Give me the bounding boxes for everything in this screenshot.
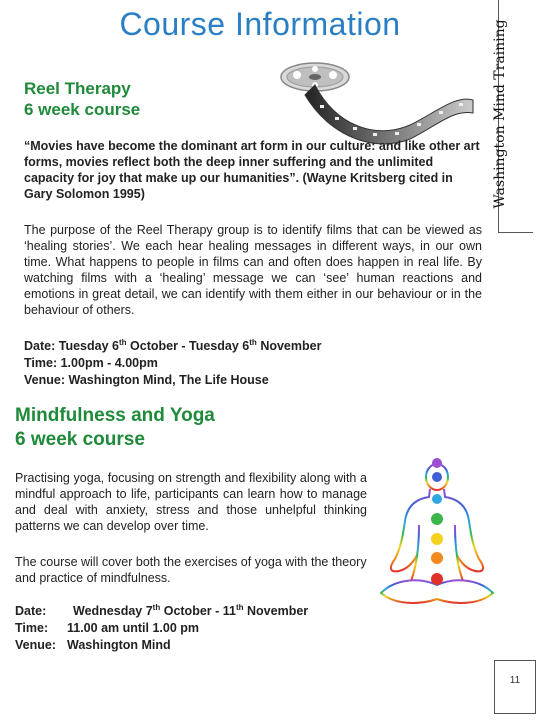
reel-title-line1: Reel Therapy [24,79,131,98]
yoga-venue-value: Washington Mind [67,638,171,652]
chakra-heart [431,513,443,525]
reel-venue-label: Venue: [24,373,65,387]
chakra-crown [432,458,442,468]
yoga-date-sup1: th [152,602,161,612]
reel-title-line2: 6 week course [24,100,141,119]
meditation-chakra-icon [375,455,505,615]
reel-date-part2: October - Tuesday 6 [130,339,250,353]
yoga-date-sup2: th [235,602,244,612]
yoga-date-part2: October - 11 [163,604,236,618]
chakra-throat [432,494,442,504]
reel-description: The purpose of the Reel Therapy group is to identify films that can be viewed as ‘healing stories’. We each hear healing messages in different ways, in our own time. What happens to people in films can and often does happen in real life. By watching films with a ‘healing’ message we can ‘see’ human reactions and emotions in great detail, we can identify with them either in our behaviour or in the behaviour of others. [24,223,482,317]
yoga-title-line1: Mindfulness and Yoga [15,405,215,426]
reel-schedule [24,338,321,389]
chakra-root [431,573,443,585]
chakra-dots [431,458,443,585]
yoga-time-label: Time: [15,621,49,635]
page-number: 11 [509,675,521,686]
yoga-description: Practising yoga, focusing on strength and flexibility along with a mindful approach to life, participants can learn how to manage and deal with anxiety, stress and those unhelpful thinking patterns we can develop over time. [15,471,367,533]
chakra-solar-plexus [431,533,443,545]
reel-time-value: 1.00pm - 4.00pm [60,356,158,370]
yoga-time-line [15,620,308,637]
page-footer [494,660,536,714]
reel-date-label: Date: [24,339,56,353]
chakra-third-eye [432,472,442,482]
yoga-time-value: 11.00 am until 1.00 pm [67,621,200,635]
reel-quote: “Movies have become the dominant art form in our culture: and like other art forms, movies reflect both the deep inner suffering and the unlimited capacity for joy that make up our humanities”. (Wayne Kritsberg cited in Gary Solomon 1995) [24,139,480,201]
yoga-date-part1: Wednesday 7 [73,604,153,618]
yoga-course-title [15,404,215,452]
reel-venue-line [24,372,321,389]
yoga-venue-label: Venue: [15,638,56,652]
yoga-title-line2: 6 week course [15,429,145,450]
yoga-venue-line [15,637,308,654]
reel-course-title [24,78,140,120]
reel-date-line [24,338,321,355]
page-title: Course Information [119,6,401,42]
yoga-coverage: The course will cover both the exercises of yoga with the theory and practice of mindfulness. [15,555,367,585]
chakra-sacral [431,552,443,564]
reel-date-sup2: th [249,337,257,347]
reel-time-label: Time: [24,356,58,370]
reel-time-line [24,355,321,372]
reel-date-part3: November [260,339,322,353]
reel-date-sup1: th [118,337,127,347]
reel-date-part1: Tuesday 6 [58,339,119,353]
side-banner [492,0,533,233]
side-banner-text: Washington Mind Training [492,19,508,209]
film-reel-icon [275,55,475,150]
yoga-date-label: Date: [15,604,47,618]
yoga-date-line [15,603,308,620]
yoga-date-part3: November [247,604,309,618]
yoga-schedule [15,603,308,654]
reel-venue-value: Washington Mind, The Life House [68,373,269,387]
